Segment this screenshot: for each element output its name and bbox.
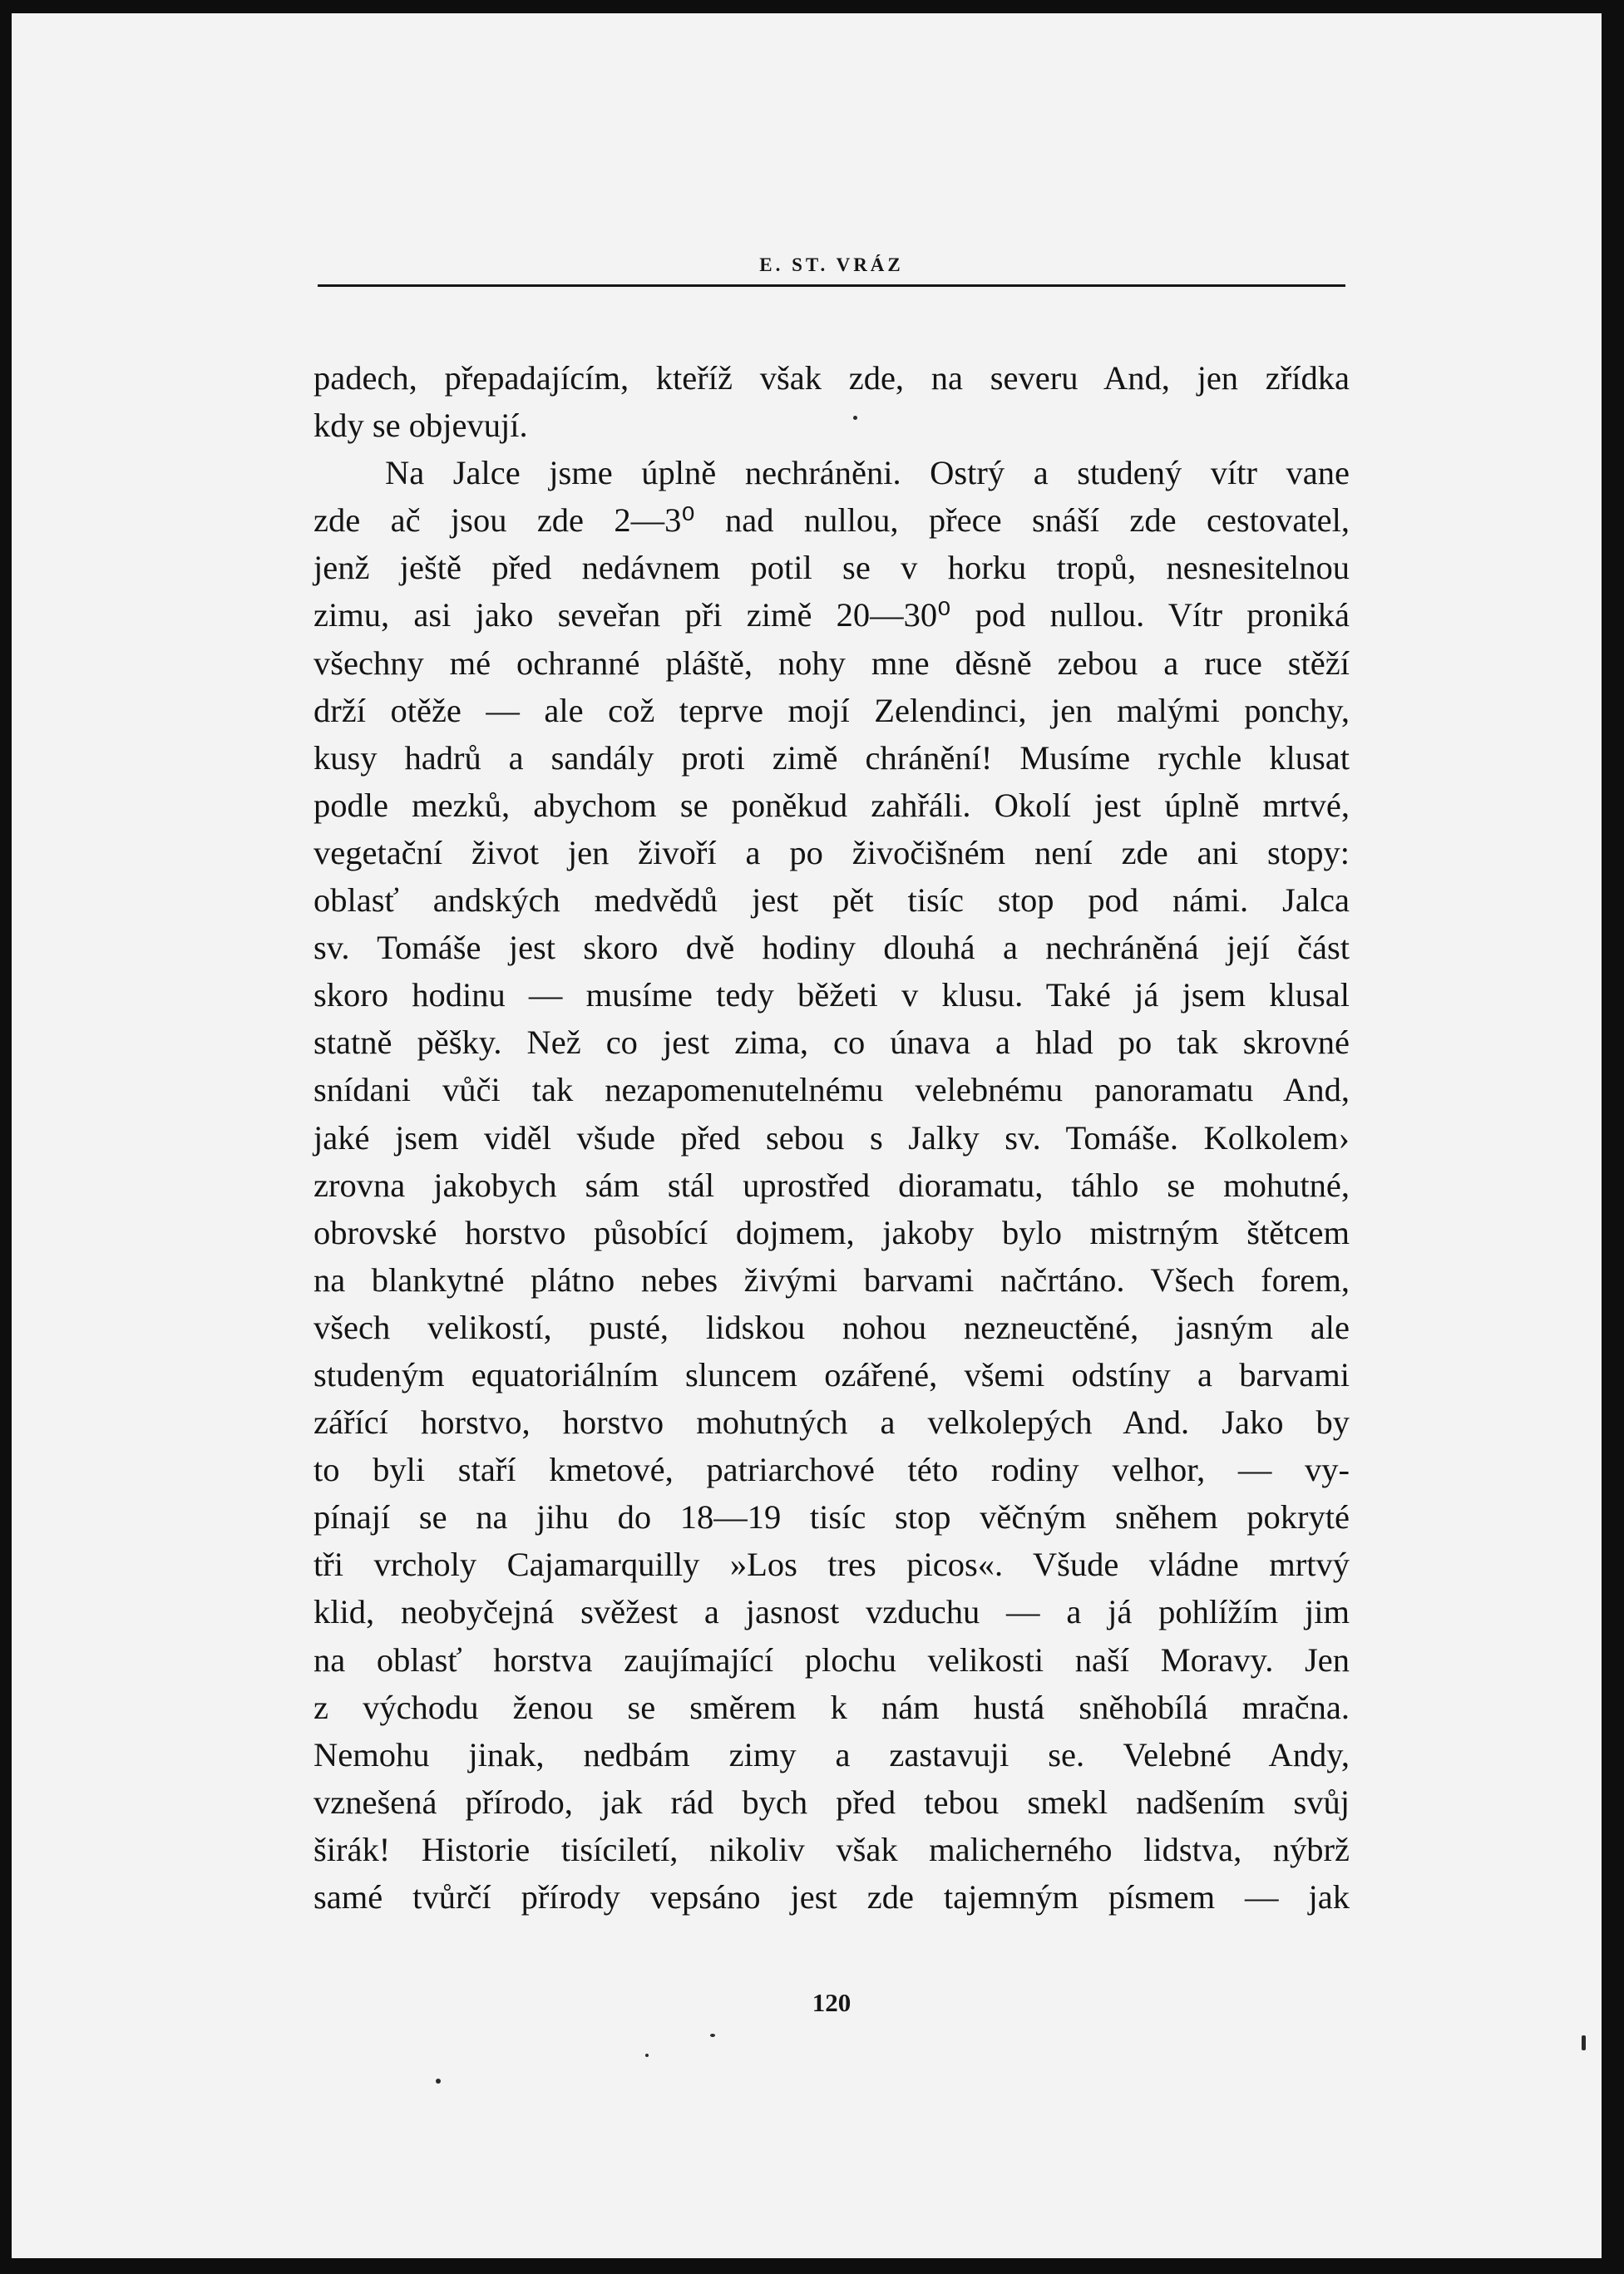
- text-line: zde ač jsou zde 2—3⁰ nad nullou, přece snáší zde cestovatel,: [313, 501, 1350, 540]
- text-line: jaké jsem viděl všude před sebou s Jalky sv. Tomáše. Kolkolem›: [313, 1118, 1350, 1157]
- text-line: obrovské horstvo působící dojmem, jakoby bylo mistrným štětcem: [313, 1213, 1350, 1251]
- text-line: tři vrcholy Cajamarquilly »Los tres picos«. Všude vládne mrtvý: [313, 1546, 1350, 1584]
- text-line: kdy se objevují.: [313, 407, 528, 445]
- scan-speck: [1582, 2035, 1586, 2050]
- text-line: pínají se na jihu do 18—19 tisíc stop věčným sněhem pokryté: [313, 1498, 1350, 1537]
- header-rule: [318, 284, 1345, 287]
- text-line: sv. Tomáše jest skoro dvě hodiny dlouhá a nechráněná její část: [313, 929, 1350, 967]
- text-line: drží otěže — ale což teprve mojí Zelendinci, jen malými ponchy,: [313, 691, 1350, 729]
- text-line: snídani vůči tak nezapomenutelnému velebnému panoramatu And,: [313, 1071, 1350, 1109]
- running-head: E. ST. VRÁZ: [759, 254, 904, 275]
- scan-speck: [710, 2034, 715, 2037]
- text-line: podle mezků, abychom se poněkud zahřáli. Okolí jest úplně mrtvé,: [313, 786, 1350, 824]
- text-line: studeným equatoriálním sluncem ozářené, všemi odstíny a barvami: [313, 1355, 1350, 1394]
- text-line: oblasť andských medvědů jest pět tisíc stop pod námi. Jalca: [313, 881, 1350, 920]
- text-line: Nemohu jinak, nedbám zimy a zastavuji se. Velebné Andy,: [313, 1735, 1350, 1773]
- text-line: statně pěšky. Než co jest zima, co únava a hlad po tak skrovné: [313, 1024, 1350, 1062]
- text-line: kusy hadrů a sandály proti zimě chránění! Musíme rychle klusat: [313, 738, 1350, 777]
- text-line: vegetační život jen živoří a po živočišném není zde ani stopy:: [313, 833, 1350, 871]
- text-line: zrovna jakobych sám stál uprostřed dioramatu, táhlo se mohutné,: [313, 1166, 1350, 1204]
- text-line: na oblasť horstva zaujímající plochu velikosti naší Moravy. Jen: [313, 1640, 1350, 1679]
- body-text: [313, 354, 1350, 1921]
- scan-speck: [853, 416, 857, 420]
- book-page: [12, 13, 1602, 2258]
- text-line: všech velikostí, pusté, lidskou nohou nezneuctěné, jasným ale: [313, 1308, 1350, 1346]
- text-line: to byli staří kmetové, patriarchové této rodiny velhor, — vy-: [313, 1451, 1350, 1489]
- text-line: zářící horstvo, horstvo mohutných a velkolepých And. Jako by: [313, 1403, 1350, 1442]
- text-line: Na Jalce jsme úplně nechráněni. Ostrý a studený vítr vane: [385, 454, 1350, 492]
- text-line: klid, neobyčejná svěžest a jasnost vzduchu — a já pohlížím jim: [313, 1593, 1350, 1631]
- page-number: 120: [812, 1988, 851, 2017]
- text-line: padech, přepadajícím, kteříž však zde, na severu And, jen zřídka: [313, 359, 1350, 397]
- text-line: zimu, asi jako seveřan při zimě 20—30⁰ pod nullou. Vítr proniká: [313, 596, 1350, 634]
- text-line: na blankytné plátno nebes živými barvami načrtáno. Všech forem,: [313, 1260, 1350, 1299]
- text-line: jenž ještě před nedávnem potil se v horku tropů, nesnesitelnou: [313, 549, 1350, 587]
- text-line: samé tvůrčí přírody vepsáno jest zde tajemným písmem — jak: [313, 1878, 1350, 1916]
- text-line: skoro hodinu — musíme tedy běžeti v klusu. Také já jsem klusal: [313, 976, 1350, 1014]
- text-line: vznešená přírodo, jak rád bych před tebou smekl nadšením svůj: [313, 1783, 1350, 1821]
- text-line: z východu ženou se směrem k nám hustá sněhobílá mračna.: [313, 1688, 1350, 1726]
- scan-speck: [645, 2054, 649, 2057]
- scan-speck: [436, 2079, 441, 2084]
- text-line: všechny mé ochranné pláště, nohy mne děsně zebou a ruce stěží: [313, 644, 1350, 682]
- text-line: širák! Historie tisíciletí, nikoliv však malicherného lidstva, nýbrž: [313, 1830, 1350, 1868]
